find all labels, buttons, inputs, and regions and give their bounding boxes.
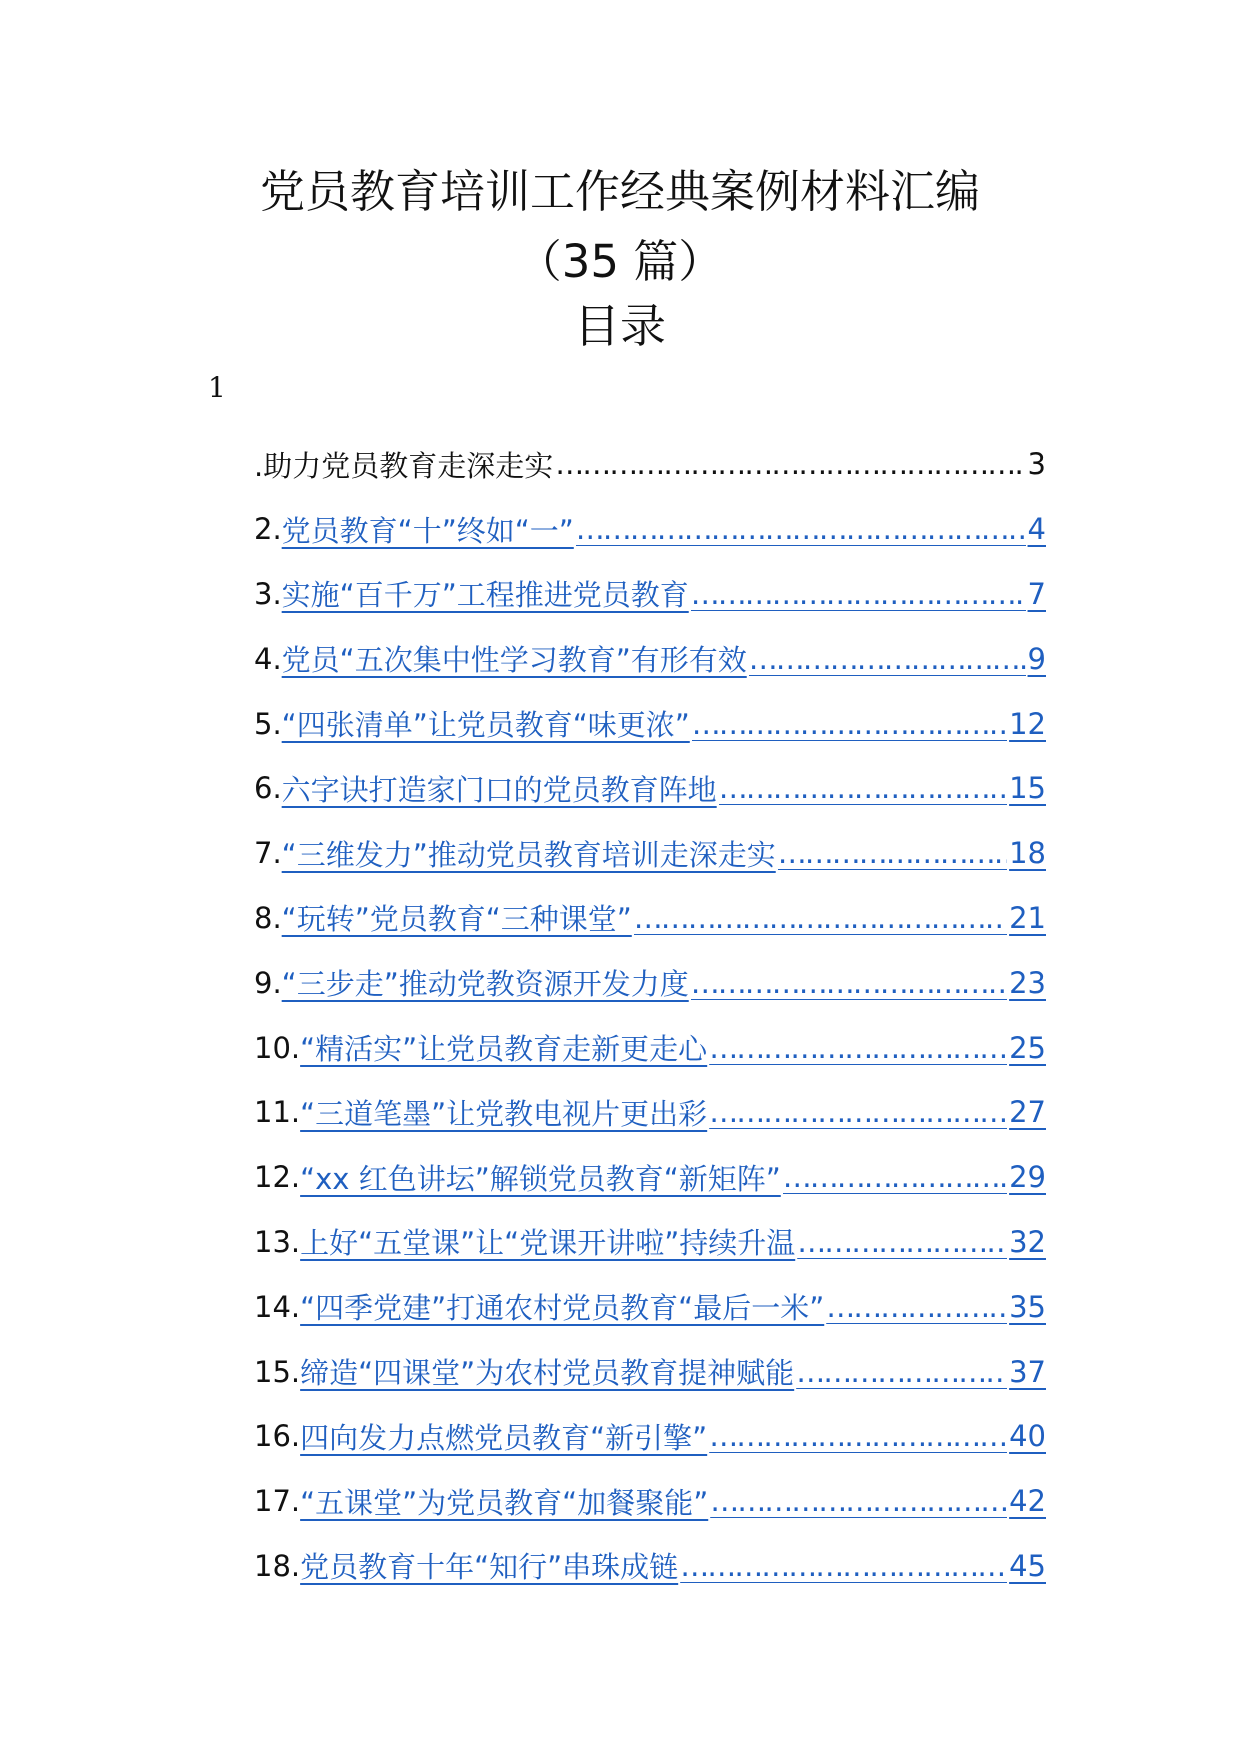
toc-dot-leader: [692, 707, 1007, 741]
toc-entry-page-number[interactable]: 18: [1009, 836, 1046, 871]
toc-entry-page-number[interactable]: 40: [1009, 1419, 1046, 1454]
toc-entry-link[interactable]: “四张清单”让党员教育“味更浓”: [281, 708, 690, 743]
toc-entry[interactable]: [254, 821, 1046, 886]
toc-entry-link[interactable]: 党员教育“十”终如“一”: [281, 513, 574, 548]
toc-dot-leader: [749, 642, 1026, 676]
toc-entry-number: 2.: [254, 512, 282, 547]
toc-entry-link[interactable]: “三步走”推动党教资源开发力度: [281, 967, 689, 1002]
toc-entry[interactable]: [254, 497, 1046, 562]
toc-entry-page-number[interactable]: 35: [1009, 1289, 1046, 1324]
toc-entry-number: 12.: [254, 1160, 301, 1195]
toc-dot-leader: [555, 447, 1025, 481]
toc-entry[interactable]: [254, 691, 1046, 756]
toc-entry-number: 11.: [254, 1095, 301, 1130]
toc-entry-link[interactable]: 四向发力点燃党员教育“新引擎”: [300, 1420, 708, 1455]
toc-entry-number: 9.: [254, 965, 282, 1000]
toc-entry-page-number[interactable]: 4: [1027, 512, 1046, 547]
toc-entry-link[interactable]: 党员“五次集中性学习教育”有形有效: [281, 643, 747, 678]
toc-entry-link[interactable]: “xx 红色讲坛”解锁党员教育“新矩阵”: [300, 1161, 781, 1196]
toc-entry[interactable]: [254, 950, 1046, 1015]
toc-entry[interactable]: [254, 886, 1046, 951]
toc-entry-page-number[interactable]: 29: [1009, 1160, 1046, 1195]
toc-entry-link[interactable]: “三道笔墨”让党教电视片更出彩: [300, 1096, 708, 1131]
toc-entry[interactable]: [254, 432, 1046, 497]
toc-entry-number: 16.: [254, 1419, 301, 1454]
toc-entry-page-number[interactable]: 7: [1027, 576, 1046, 611]
toc-entry[interactable]: [254, 1534, 1046, 1599]
toc-entry-page-number[interactable]: 9: [1027, 641, 1046, 676]
toc-dot-leader: [796, 1355, 1007, 1389]
toc-entry-link[interactable]: 党员教育十年“知行”串珠成链: [300, 1550, 679, 1585]
toc-entry[interactable]: [254, 626, 1046, 691]
toc-dot-leader: [634, 901, 1007, 935]
toc-entry-number: 14.: [254, 1289, 301, 1324]
toc-entry-link[interactable]: “五课堂”为党员教育“加餐聚能”: [300, 1485, 709, 1520]
toc-entry[interactable]: [254, 1015, 1046, 1080]
toc-entry-number: 6.: [254, 771, 282, 806]
toc-entry-link[interactable]: “三维发力”推动党员教育培训走深走实: [281, 837, 776, 872]
page-marker: 1: [208, 371, 226, 404]
toc-entry-page-number[interactable]: 3: [1027, 447, 1046, 482]
toc-entry[interactable]: [254, 1210, 1046, 1275]
toc-entry-page-number[interactable]: 21: [1009, 900, 1046, 935]
toc-entry-link[interactable]: “玩转”党员教育“三种课堂”: [281, 902, 632, 937]
toc-dot-leader: [709, 1031, 1007, 1065]
toc-entry-page-number[interactable]: 15: [1009, 771, 1046, 806]
toc-entry-link[interactable]: 缔造“四课堂”为农村党员教育提神赋能: [300, 1356, 795, 1391]
toc-dot-leader: [709, 1095, 1007, 1129]
toc-dot-leader: [719, 771, 1007, 805]
toc-dot-leader: [576, 512, 1026, 546]
toc-dot-leader: [778, 836, 1007, 870]
toc-entry[interactable]: [254, 1145, 1046, 1210]
toc-entry[interactable]: [254, 1404, 1046, 1469]
toc-entry-number: 15.: [254, 1354, 301, 1389]
toc-entry-page-number[interactable]: 45: [1009, 1548, 1046, 1583]
toc-entry-number: 7.: [254, 836, 282, 871]
toc-entry-link[interactable]: 实施“百千万”工程推进党员教育: [281, 578, 689, 613]
toc-heading: 目录: [574, 299, 666, 353]
toc-entry-link[interactable]: .助力党员教育走深走实: [254, 448, 554, 483]
toc-dot-leader: [691, 577, 1026, 611]
toc-entry-number: 5.: [254, 706, 282, 741]
toc-entry-link[interactable]: 上好“五堂课”让“党课开讲啦”持续升温: [300, 1226, 796, 1261]
document-title: 党员教育培训工作经典案例材料汇编: [259, 165, 980, 218]
toc-entry-link[interactable]: “四季党建”打通农村党员教育“最后一米”: [300, 1291, 825, 1326]
toc-entry-page-number[interactable]: 23: [1009, 965, 1046, 1000]
document-subtitle: （35 篇）: [516, 235, 724, 288]
toc-entry-number: 3.: [254, 576, 282, 611]
toc-dot-leader: [710, 1484, 1007, 1518]
toc-entry[interactable]: [254, 1080, 1046, 1145]
toc-entry[interactable]: [254, 1469, 1046, 1534]
toc-entry[interactable]: [254, 1274, 1046, 1339]
toc-dot-leader: [691, 966, 1007, 1000]
toc-entry-number: 4.: [254, 641, 282, 676]
toc-dot-leader: [783, 1160, 1007, 1194]
toc-entry-number: 10.: [254, 1030, 301, 1065]
toc-dot-leader: [709, 1419, 1007, 1453]
toc-entry-number: 17.: [254, 1484, 301, 1519]
toc-entry-number: 8.: [254, 900, 282, 935]
toc-entry-page-number[interactable]: 25: [1009, 1030, 1046, 1065]
toc-dot-leader: [826, 1290, 1007, 1324]
table-of-contents: [254, 432, 1046, 1598]
toc-entry[interactable]: [254, 1339, 1046, 1404]
toc-entry-page-number[interactable]: 27: [1009, 1095, 1046, 1130]
toc-dot-leader: [797, 1225, 1007, 1259]
toc-entry-page-number[interactable]: 12: [1009, 706, 1046, 741]
toc-entry[interactable]: [254, 562, 1046, 627]
toc-dot-leader: [680, 1549, 1007, 1583]
toc-entry-number: 13.: [254, 1224, 301, 1259]
toc-entry-page-number[interactable]: 32: [1009, 1224, 1046, 1259]
toc-entry-link[interactable]: 六字诀打造家门口的党员教育阵地: [281, 772, 717, 807]
toc-entry-page-number[interactable]: 37: [1009, 1354, 1046, 1389]
toc-entry[interactable]: [254, 756, 1046, 821]
toc-entry-page-number[interactable]: 42: [1009, 1484, 1046, 1519]
toc-entry-link[interactable]: “精活实”让党员教育走新更走心: [300, 1032, 708, 1067]
toc-entry-number: 18.: [254, 1548, 301, 1583]
